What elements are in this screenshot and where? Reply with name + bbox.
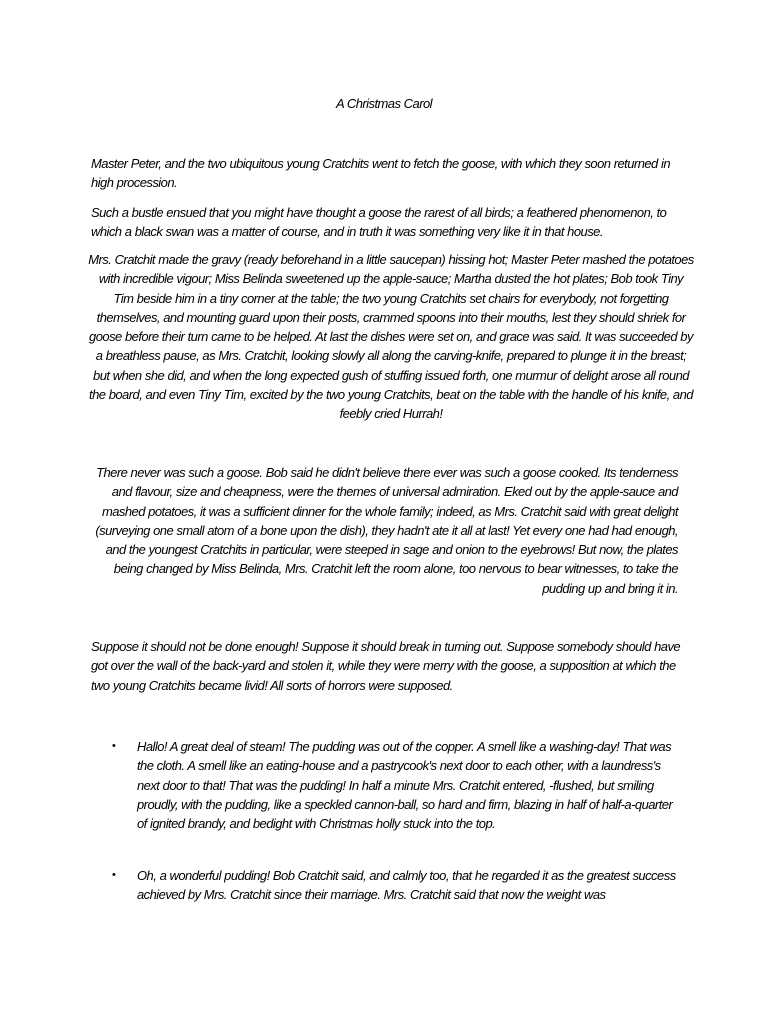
paragraph-gravy: Mrs. Cratchit made the gravy (ready beforehand in a little saucepan) hissing hot; Master Peter mashed the potatoes with incredible vigour; Miss Belinda sweetened up the apple-sauce; Martha dusted the hot plates; Bob took Tiny Tim beside him in a tiny corner at the table; the two young Cratchits set chairs for everybody, not forgetting themselves, and mounting guard upon their posts, crammed spoons into their mouths, lest they should shriek for goose before their turn came to be helped. At last the dishes were set on, and grace was said. It was succeeded by a breathless pause, as Mrs. Cratchit, looking slowly all along the carving-knife, prepared to plunge it in the breast; but when she did, and when the long expected gush of stuffing issued forth, one murmur of delight arose all round the board, and even Tiny Tim, excited by the two young Cratchits, beat on the table with the handle of his knife, and feebly cried Hurrah!	[88, 252, 694, 422]
paragraph-such-a-goose: There never was such a goose. Bob said he didn't believe there ever was such a goose cooked. Its tenderness and flavour, size and cheapness, were the themes of universal admiration. Eked out by the apple-sauce and mashed potatoes, it was a sufficient dinner for the whole family; indeed, as Mrs. Cratchit said with great delight (surveying one small atom of a bone upon the dish), they hadn't ate it all at last! Yet every one had had enough, and the youngest Cratchits in particular, were steeped in sage and onion to the eyebrows! But now, the plates being changed by Miss Belinda, Mrs. Cratchit left the room alone, too nervous to bear witnesses, to take the pudding up and bring it in.	[95, 465, 678, 596]
paragraph-goose-fetch: Master Peter, and the two ubiquitous young Cratchits went to fetch the goose, with which they soon returned in high procession.	[91, 156, 671, 191]
list-item-text: Hallo! A great deal of steam! The pudding was out of the copper. A smell like a washing-day! That was the cloth. A smell like an eating-house and a pastrycook's next door to each other, with a laundress's next door to that! That was the pudding! In half a minute Mrs. Cratchit entered, -flushed, but smiling proudly, with the pudding, like a speckled cannon-ball, so hard and firm, blazing in half of half-a-quarter of ignited brandy, and bedight with Christmas holly stuck into the top.	[137, 739, 673, 832]
bullet-icon: •	[112, 740, 116, 752]
paragraph-bustle: Such a bustle ensued that you might have thought a goose the rarest of all birds; a feathered phenomenon, to which a black swan was a matter of course, and in truth it was something very like it in that house.	[91, 205, 667, 240]
document-title: A Christmas Carol	[335, 96, 433, 111]
list-item	[112, 737, 677, 833]
paragraph-suppose: Suppose it should not be done enough! Suppose it should break in turning out. Suppose somebody should have got over the wall of the back-yard and stolen it, while they were merry with the goose, a supposition at which the two young Cratchits became livid! All sorts of horrors were supposed.	[91, 639, 681, 693]
list-item	[112, 866, 677, 905]
list-item-text: Oh, a wonderful pudding! Bob Cratchit said, and calmly too, that he regarded it as the greatest success achieved by Mrs. Cratchit since their marriage. Mrs. Cratchit said that now the weight was	[137, 868, 676, 903]
bullet-icon: •	[112, 869, 116, 881]
